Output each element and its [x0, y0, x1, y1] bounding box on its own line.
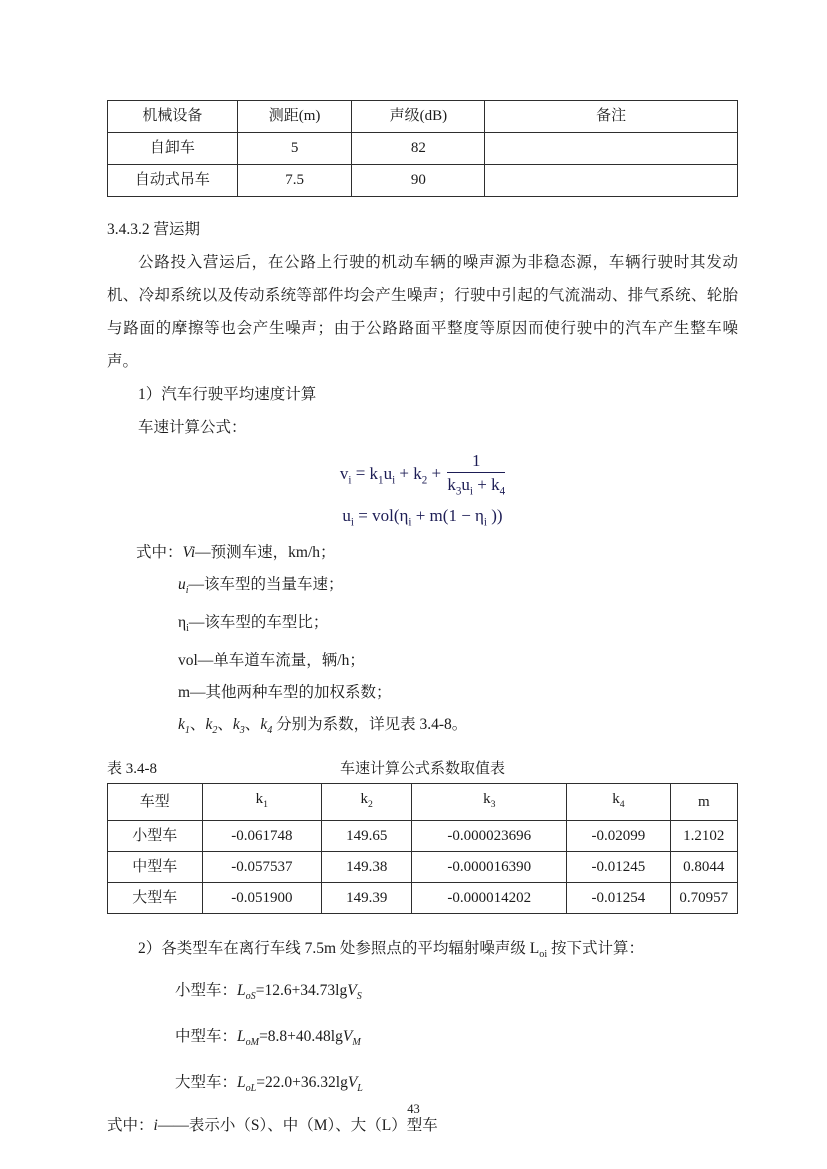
cell-remark	[485, 165, 738, 197]
col-header-k4: $k_4$	[567, 783, 670, 820]
definition-i: 式中：i——表示小（S）、中（M）、大（L）型车	[107, 1117, 438, 1135]
variable-definitions	[107, 537, 738, 747]
equation-large-vehicle: 大型车：$L_{oL}=22.0+36.32\lg V_L$	[175, 1074, 363, 1095]
definition-ui: $u_i—$该车型的当量车速；	[178, 575, 344, 596]
cell-m: 0.70957	[670, 882, 737, 913]
cell-distance: 7.5	[237, 165, 352, 197]
cell-k4: -0.01254	[567, 882, 670, 913]
cell-k4: -0.01245	[567, 851, 670, 882]
page-content	[107, 100, 738, 1142]
list-item-1: 1）汽车行驶平均速度计算	[138, 386, 317, 403]
cell-k2: 149.38	[322, 851, 412, 882]
coefficient-table-caption	[107, 755, 738, 783]
cell-k2: 149.39	[322, 882, 412, 913]
cell-m: 0.8044	[670, 851, 737, 882]
col-header-k3: $k_3$	[412, 783, 567, 820]
equation-vehicle-speed: $v_i = k_1u_i + k_2$ + $\frac{1}{k_3u_i + k_4}$	[339, 451, 506, 498]
cell-distance: 5	[237, 133, 352, 165]
cell-equipment: 自卸车	[108, 133, 238, 165]
page-number: 43	[407, 1102, 420, 1116]
table-row	[108, 820, 738, 851]
col-header-k2: $k_2$	[322, 783, 412, 820]
equation-equivalent-speed: $u_i = vol(\eta_i + m(1 - \eta_i$ ))	[342, 506, 503, 529]
section-heading: 3.4.3.2 营运期	[107, 221, 201, 238]
col-header-k1: $k_1$	[202, 783, 322, 820]
cell-vehicle-type: 小型车	[108, 820, 203, 851]
cell-k4: -0.02099	[567, 820, 670, 851]
table-row	[108, 851, 738, 882]
definition-vi: 式中：Vi—预测车速，km/h；	[136, 543, 336, 561]
definition-k: $k_1$、$k_2$、$k_3$、$k_4$ 分别为系数，详见表 3.4-8。	[178, 715, 468, 736]
cell-level: 82	[352, 133, 485, 165]
cell-k1: -0.057537	[202, 851, 322, 882]
col-header-m: m	[670, 783, 737, 820]
cell-k2: 149.65	[322, 820, 412, 851]
col-header-distance: 测距(m)	[237, 101, 352, 133]
col-header-equipment: 机械设备	[108, 101, 238, 133]
col-header-remark: 备注	[485, 101, 738, 133]
equation-medium-vehicle: 中型车：$L_{oM}=8.8+40.48\lg V_M$	[175, 1028, 361, 1049]
cell-vehicle-type: 中型车	[108, 851, 203, 882]
col-header-level: 声级(dB)	[352, 101, 485, 133]
table-row	[108, 165, 738, 197]
equation-small-vehicle: 小型车：$L_{oS}=12.6+34.73\lg V_S$	[175, 982, 362, 1003]
coefficient-table	[107, 783, 738, 914]
cell-remark	[485, 133, 738, 165]
table-header-row	[108, 783, 738, 820]
cell-k3: -0.000016390	[412, 851, 567, 882]
table-row	[108, 133, 738, 165]
table-row	[108, 882, 738, 913]
speed-formula-block	[107, 450, 738, 531]
definition-m: m—其他两种车型的加权系数；	[178, 683, 392, 701]
cell-equipment: 自动式吊车	[108, 165, 238, 197]
col-header-vehicle-type: 车型	[108, 783, 203, 820]
equipment-noise-table	[107, 100, 738, 197]
cell-k1: -0.061748	[202, 820, 322, 851]
list-item-2: 2）各类型车在离行车线 7.5m 处参照点的平均辐射噪声级 $L_{oi}$ 按下式计算：	[138, 939, 644, 960]
formula-intro: 车速计算公式：	[138, 419, 247, 436]
cell-k3: -0.000014202	[412, 882, 567, 913]
definition-eta: $\eta_i—$该车型的车型比；	[178, 613, 329, 634]
cell-k1: -0.051900	[202, 882, 322, 913]
table-number: 表 3.4-8	[107, 760, 157, 777]
cell-m: 1.2102	[670, 820, 737, 851]
definition-vol: vol—单车道车流量，辆/h；	[178, 651, 365, 669]
cell-level: 90	[352, 165, 485, 197]
section-paragraph: 公路投入营运后，在公路上行驶的机动车辆的噪声源为非稳态源，车辆行驶时其发动机、冷却系统以及传动系统等部件均会产生噪声；行驶中引起的气流湍动、排气系统、轮胎与路面的摩擦等也会产生噪声；由于公路路面平整度等原因而使行驶中的汽车产生整车噪声。	[107, 254, 738, 370]
table-header-row	[108, 101, 738, 133]
cell-vehicle-type: 大型车	[108, 882, 203, 913]
cell-k3: -0.000023696	[412, 820, 567, 851]
table-title: 车速计算公式系数取值表	[339, 760, 505, 777]
